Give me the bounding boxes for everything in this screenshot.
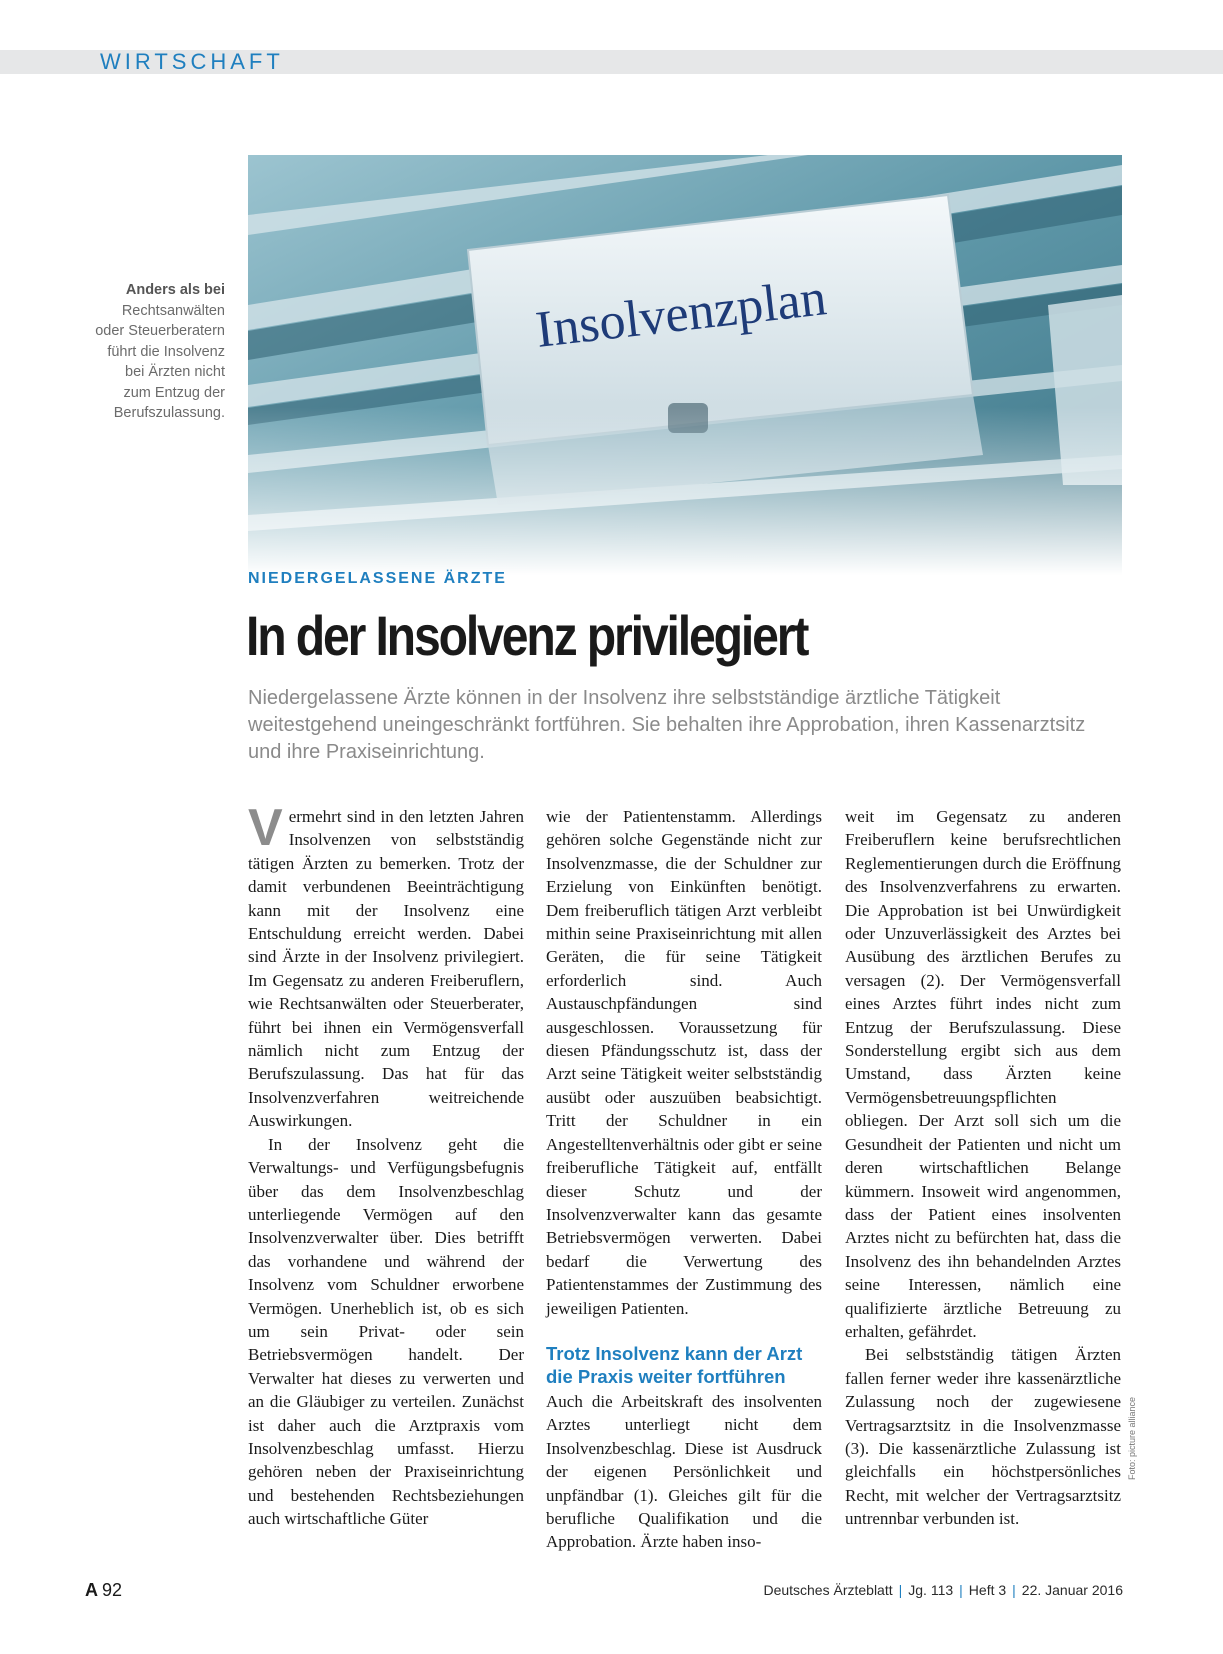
volume: Jg. 113 xyxy=(908,1582,954,1598)
caption-text: Rechtsanwälten oder Steuerberatern führt die Insolvenz bei Ärzten nicht zum Entzug der Berufszulassung. xyxy=(95,302,225,421)
text-column-2 xyxy=(546,805,822,1554)
journal-name: Deutsches Ärzteblatt xyxy=(763,1582,893,1598)
photo-credit: Foto: picture alliance xyxy=(1127,1396,1137,1480)
separator: | xyxy=(898,1582,903,1598)
separator: | xyxy=(1012,1582,1016,1598)
article-photo xyxy=(248,155,1122,575)
paragraph: Auch die Arbeitskraft des insolventen Arztes unterliegt nicht dem Insolvenzbeschlag. Diese ist Ausdruck der eigenen Persönlichkeit und unpfändbar (1). Gleiches gilt für die berufliche Qualifikation und die Approbation. Ärzte haben inso- xyxy=(546,1391,822,1552)
page-footer xyxy=(0,1580,1223,1606)
article-headline: In der Insolvenz privilegiert xyxy=(246,604,808,667)
article-lead: Niedergelassene Ärzte können in der Insolvenz ihre selbstständige ärztliche Tätigkeit weitestgehend uneingeschränkt fortführen. Sie behalten ihre Approbation, ihren Kassenarztsitz und ihre Praxiseinrichtung. xyxy=(248,687,1086,763)
page-prefix: A xyxy=(85,1580,98,1600)
paragraph: weit im Gegensatz zu anderen Freiberuflern keine berufsrechtlichen Reglementierungen durch die Eröffnung des Insolvenzverfahrens zu erwarten. Die Approbation ist bei Unwürdigkeit oder Unzuverlässigkeit des Arztes bei Ausübung des ärztlichen Berufes zu versagen (2). Der Vermögensverfall eines Arztes führt indes nicht zum Entzug der Berufszulassung. Diese Sonderstellung ergibt sich aus dem Umstand, dass Ärzten keine Vermögensbetreuungspflichten obliegen. Der Arzt soll sich um die Gesundheit der Patienten und nicht um deren wirtschaftlichen Belange kümmern. Insoweit wird angenommen, dass der Patient eines insolventen Arztes nicht zu befürchten hat, dass die Insolvenz des ihn behandelnden Arztes seine Interessen, nämlich eine qualifizierte ärztliche Betreuung zu erhalten, gefährdet. xyxy=(845,807,1121,1341)
text-column-1 xyxy=(248,799,524,1531)
text-column-3 xyxy=(845,805,1121,1531)
section-label: WIRTSCHAFT xyxy=(100,49,284,74)
issue: Heft 3 xyxy=(968,1582,1007,1598)
paragraph: Bei selbstständig tätigen Ärzten fallen ferner weder ihre kassenärztliche Zulassung noch der zugewiesene Vertragsarztsitz in die Insolvenzmasse (3). Die kassenärztliche Zulassung ist gleichfalls ein höchstpersönliches Recht, mit welcher der Vertragsarztsitz untrennbar verbunden ist. xyxy=(845,1345,1121,1529)
issue-date: 22. Januar 2016 xyxy=(1021,1582,1123,1598)
caption-bold: Anders als bei xyxy=(125,282,225,298)
subheading: Trotz Insolvenz kann der Arzt die Praxis weiter fortführen xyxy=(546,1342,803,1387)
article-kicker: NIEDERGELASSENE ÄRZTE xyxy=(248,570,507,587)
photo-caption xyxy=(95,280,225,424)
file-folders-image xyxy=(248,155,1122,575)
page-number xyxy=(85,1580,122,1601)
drop-cap: V xyxy=(248,799,283,857)
page-number-value: 92 xyxy=(102,1580,123,1600)
paragraph xyxy=(248,799,524,1133)
paragraph: In der Insolvenz geht die Verwaltungs- und Verfügungsbefugnis über das dem Insolvenzbeschlag unterliegende Vermögen auf den Insolvenzverwalter über. Dies betrifft das vorhandene und während der Insolvenz vom Schuldner erworbene Vermögen. Unerheblich ist, ob es sich um sein Privat- oder sein Betriebsvermögen handelt. Der Verwalter hat dieses zu verwerten und an die Gläubiger zu verteilen. Zunächst ist daher auch die Arztpraxis vom Insolvenzbeschlag umfasst. Hierzu gehören neben der Praxiseinrichtung und bestehenden Rechtsbeziehungen auch wirtschaftliche Güter xyxy=(248,1134,524,1529)
separator: | xyxy=(959,1582,963,1598)
paragraph-text: ermehrt sind in den letzten Jahren Insolvenzen von selbstständig tätigen Ärzten zu bemerken. Trotz der damit verbundenen Beeinträchtigung kann mit der Insolvenz eine Entschuldung erreicht werden. Dabei sind Ärzte in der Insolvenz privilegiert. Im Gegensatz zu anderen Freiberuflern, wie Rechtsanwälten oder Steuerberater, führt bei ihnen ein Vermögensverfall nämlich nicht zum Entzug der Berufszulassung. Das hat für das Insolvenzverfahren weitreichende Auswirkungen. xyxy=(248,807,524,1131)
paragraph: wie der Patientenstamm. Allerdings gehören solche Gegenstände nicht zur Insolvenzmasse, die der Schuldner zur Erzielung von Einkünften benötigt. Dem freiberuflich tätigen Arzt verbleibt mithin seine Praxiseinrichtung mit allen Geräten, die für seine Tätigkeit erforderlich sind. Auch Austauschpfändungen sind ausgeschlossen. Voraussetzung für diesen Pfändungsschutz ist, dass der Arzt seine Tätigkeit weiter selbstständig ausübt oder auszuüben beabsichtigt. Tritt der Schuldner in ein Angestelltenverhältnis oder gibt er seine freiberufliche Tätigkeit auf, entfällt dieser Schutz und der Insolvenzverwalter kann das gesamte Betriebsvermögen verwerten. Dabei bedarf die Verwertung des Patientenstammes der Zustimmung des jeweiligen Patienten. xyxy=(546,807,822,1318)
publication-info xyxy=(763,1582,1123,1598)
